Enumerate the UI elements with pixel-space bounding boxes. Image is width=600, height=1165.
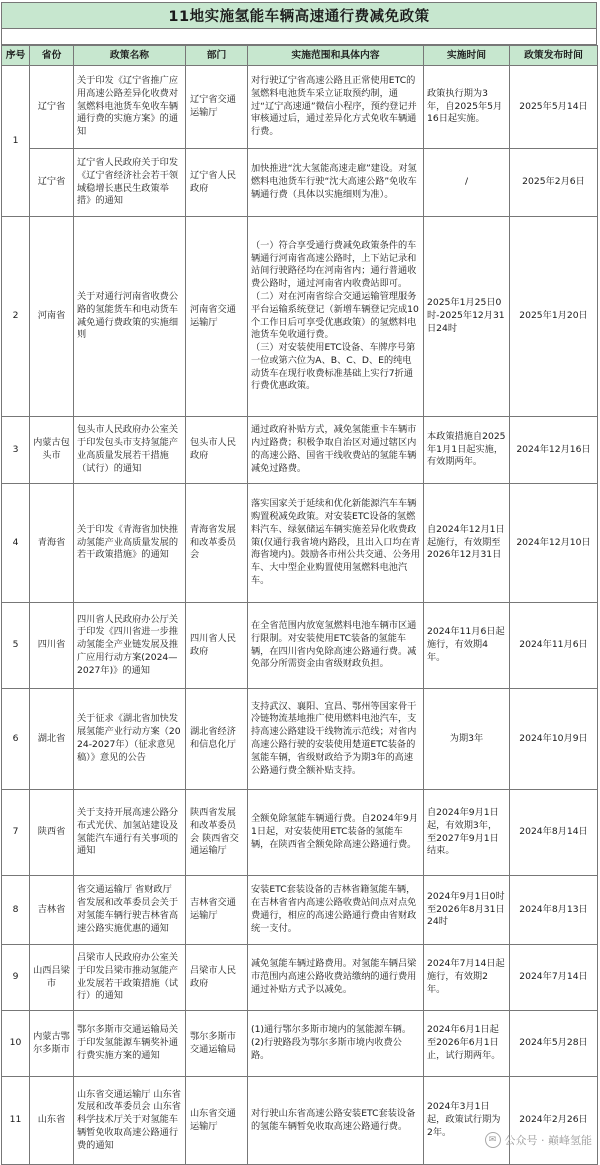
policy-name-cell: 关于对通行河南省收费公路的氢能货车和电动货车减免通行费政策的实施细则 xyxy=(74,217,186,417)
policy-table xyxy=(1,45,598,1165)
table-row xyxy=(2,790,598,876)
content-cell: 通过政府补贴方式，减免氢能重卡车辆市内过路费；积极争取自治区对通过辖区内的高速公路、国省干线收费站的氢能车辆减免过路费。 xyxy=(248,417,424,484)
department-cell: 湖北省经济和信息化厅 xyxy=(186,689,248,790)
department-cell: 包头市人民政府 xyxy=(186,417,248,484)
province-cell: 吉林省 xyxy=(30,876,74,945)
province-cell: 陕西省 xyxy=(30,790,74,876)
content-cell: 安装ETC套装设备的吉林省籍氢能车辆，在吉林省省内高速公路收费站间点对点免费通行，相应的高速公路通行费由省财政统一支付。 xyxy=(248,876,424,945)
publish-date-cell: 2024年12月10日 xyxy=(510,484,598,603)
implementation-time-cell: 自2024年9月1日起，有效期3年，至2027年9月1日结束。 xyxy=(424,790,510,876)
header-province: 省份 xyxy=(30,46,74,66)
content-cell: 在全省范围内放宽氢燃料电池车辆市区通行限制。对安装使用ETC装备的氢能车辆，在四川省内免除高速公路通行费。减免部分所需资金由省级财政负担。 xyxy=(248,603,424,689)
department-cell: 鄂尔多斯市交通运输局 xyxy=(186,1011,248,1077)
watermark-text: 公众号 · 巅峰氢能 xyxy=(504,1134,592,1147)
header-date: 政策发布时间 xyxy=(510,46,598,66)
publish-date-cell: 2024年2月26日 xyxy=(510,1077,598,1165)
wechat-icon: ✉ xyxy=(485,1132,501,1148)
implementation-time-cell: 本政策措施自2025年1月1日起实施，有效期两年。 xyxy=(424,417,510,484)
content-cell: 加快推进“沈大氢能高速走廊”建设。对氢燃料电池货车行驶“沈大高速公路”免收车辆通行费（具体以实施细则为准）。 xyxy=(248,149,424,217)
row-number: 10 xyxy=(2,1011,30,1077)
content-cell: 全额免除氢能车辆通行费。自2024年9月1日起，对安装使用ETC装备的氢能车辆，在陕西省全额免除高速公路通行费。 xyxy=(248,790,424,876)
publish-date-cell: 2024年7月14日 xyxy=(510,945,598,1011)
implementation-time-cell: / xyxy=(424,149,510,217)
department-cell: 吉林省交通运输厅 xyxy=(186,876,248,945)
province-cell: 河南省 xyxy=(30,217,74,417)
table-row xyxy=(2,417,598,484)
implementation-time-cell: 政策执行期为3年，自2025年5月16日起实施。 xyxy=(424,66,510,149)
content-cell: （一）符合享受通行费减免政策条件的车辆通行河南省高速公路时，上下站记录和站间行驶路径均在河南省内；通行普通收费公路时，通过河南省内收费站即可。 （二）对在河南省综合交通运输管理服务平台运输系统登记（新增车辆登记完成10个工作日后可享受优惠政策）的氢燃料电池货车免收通行费。 （三）对安装使用ETC设备、车牌序号第一位或第六位为A、B、C、D、E的纯电动货车在现行收费标准基础上实行7折通行费优惠政策。 xyxy=(248,217,424,417)
implementation-time-cell: 自2024年12月1日起施行，有效期至2026年12月31日 xyxy=(424,484,510,603)
implementation-time-cell: 2024年11月6日起施行，有效期4年。 xyxy=(424,603,510,689)
table-row xyxy=(2,689,598,790)
department-cell: 青海省发展和改革委员会 xyxy=(186,484,248,603)
department-cell: 辽宁省人民政府 xyxy=(186,149,248,217)
page-title: 11地实施氢能车辆高速通行费减免政策 xyxy=(1,2,597,29)
header-content: 实施范围和具体内容 xyxy=(248,46,424,66)
row-number: 9 xyxy=(2,945,30,1011)
department-cell: 陕西省发展和改革委员会 陕西省交通运输厅 xyxy=(186,790,248,876)
content-cell: 减免氢能车辆过路费用。对氢能车辆吕梁市范围内高速公路收费站缴纳的通行费用通过补贴方式予以减免。 xyxy=(248,945,424,1011)
row-number: 3 xyxy=(2,417,30,484)
table-row xyxy=(2,149,598,217)
header-dept: 部门 xyxy=(186,46,248,66)
row-number: 8 xyxy=(2,876,30,945)
publish-date-cell: 2024年8月14日 xyxy=(510,790,598,876)
province-cell: 青海省 xyxy=(30,484,74,603)
table-row xyxy=(2,66,598,149)
row-number: 7 xyxy=(2,790,30,876)
province-cell: 四川省 xyxy=(30,603,74,689)
implementation-time-cell: 2024年6月1日起至2026年6月1日止，试行期两年。 xyxy=(424,1011,510,1077)
row-number: 5 xyxy=(2,603,30,689)
row-number: 2 xyxy=(2,217,30,417)
policy-name-cell: 关于支持开展高速公路分布式光伏、加氢站建设及氢能汽车通行有关事项的通知 xyxy=(74,790,186,876)
implementation-time-cell: 2025年1月25日0时-2025年12月31日24时 xyxy=(424,217,510,417)
department-cell: 四川省人民政府 xyxy=(186,603,248,689)
publish-date-cell: 2024年12月16日 xyxy=(510,417,598,484)
row-number: 11 xyxy=(2,1077,30,1165)
province-cell: 辽宁省 xyxy=(30,149,74,217)
implementation-time-cell: 2024年3月1日起，政策试行期为2年。 xyxy=(424,1077,510,1165)
policy-name-cell: 山东省交通运输厅 山东省发展和改革委员会 山东省科学技术厅关于对氢能车辆暂免收取高速公路通行费的通知 xyxy=(74,1077,186,1165)
publish-date-cell: 2024年10月9日 xyxy=(510,689,598,790)
content-cell: 落实国家关于延续和优化新能源汽车车辆购置税减免政策。对安装ETC设备的氢燃料汽车、绿氨储运车辆实施差异化收费政策(仅通行我省境内路段，且出入口均在青海省境内)。鼓励各市州公共交通、公务用车、大中型企业购置使用氢燃料电池汽车。 xyxy=(248,484,424,603)
watermark xyxy=(485,1132,593,1148)
implementation-time-cell: 2024年9月1日0时至2026年8月31日24时 xyxy=(424,876,510,945)
department-cell: 吕梁市人民政府 xyxy=(186,945,248,1011)
department-cell: 河南省交通运输厅 xyxy=(186,217,248,417)
province-cell: 山西吕梁市 xyxy=(30,945,74,1011)
implementation-time-cell: 为期3年 xyxy=(424,689,510,790)
table-row xyxy=(2,217,598,417)
table-row xyxy=(2,1011,598,1077)
province-cell: 湖北省 xyxy=(30,689,74,790)
policy-name-cell: 吕梁市人民政府办公室关于印发吕梁市推动氢能产业发展若干政策措施（试行）的通知 xyxy=(74,945,186,1011)
policy-name-cell: 关于印发《青海省加快推动氢能产业高质量发展的若干政策措施》的通知 xyxy=(74,484,186,603)
publish-date-cell: 2024年8月13日 xyxy=(510,876,598,945)
department-cell: 山东省交通运输厅 xyxy=(186,1077,248,1165)
publish-date-cell: 2024年5月28日 xyxy=(510,1011,598,1077)
header-policy: 政策名称 xyxy=(74,46,186,66)
table-row xyxy=(2,876,598,945)
province-cell: 辽宁省 xyxy=(30,66,74,149)
content-cell: (1)通行鄂尔多斯市境内的氢能源车辆。 (2)行驶路段为鄂尔多斯市境内收费公路。 xyxy=(248,1011,424,1077)
policy-name-cell: 四川省人民政府办公厅关于印发《四川省进一步推动氢能全产业链发展及推广应用行动方案(2024—2027年)》的通知 xyxy=(74,603,186,689)
policy-name-cell: 鄂尔多斯市交通运输局关于印发氢能源车辆奖补通行费实施方案的通知 xyxy=(74,1011,186,1077)
publish-date-cell: 2025年1月20日 xyxy=(510,217,598,417)
row-number: 1 xyxy=(2,66,30,217)
policy-name-cell: 包头市人民政府办公室关于印发包头市支持氢能产业高质量发展若干措施（试行）的通知 xyxy=(74,417,186,484)
table-row xyxy=(2,945,598,1011)
spacer-row xyxy=(1,29,597,45)
row-number: 4 xyxy=(2,484,30,603)
row-number: 6 xyxy=(2,689,30,790)
header-no: 序号 xyxy=(2,46,30,66)
publish-date-cell: 2025年2月6日 xyxy=(510,149,598,217)
implementation-time-cell: 2024年7月14日起施行，有效期2年。 xyxy=(424,945,510,1011)
province-cell: 山东省 xyxy=(30,1077,74,1165)
header-row xyxy=(2,46,598,66)
province-cell: 内蒙古包头市 xyxy=(30,417,74,484)
content-cell: 支持武汉、襄阳、宜昌、鄂州等国家骨干冷链物流基地推广使用燃料电池汽车，支持高速公路建设干线物流示范线；对省内高速公路行驶的安装使用楚道ETC装备的氢能车辆，省级财政给予为期3年的高速公路通行费全额补贴支持。 xyxy=(248,689,424,790)
publish-date-cell: 2024年11月6日 xyxy=(510,603,598,689)
department-cell: 辽宁省交通运输厅 xyxy=(186,66,248,149)
table-row xyxy=(2,1077,598,1165)
table-row xyxy=(2,484,598,603)
table-row xyxy=(2,603,598,689)
policy-name-cell: 关于征求《湖北省加快发展氢能产业行动方案（2024-2027年）（征求意见稿）》意见的公告 xyxy=(74,689,186,790)
province-cell: 内蒙古鄂尔多斯市 xyxy=(30,1011,74,1077)
policy-name-cell: 关于印发《辽宁省推广应用高速公路差异化收费对氢燃料电池货车免收车辆通行费的实施方案》的通知 xyxy=(74,66,186,149)
policy-name-cell: 辽宁省人民政府关于印发《辽宁省经济社会若干领域稳增长惠民生政策举措》的通知 xyxy=(74,149,186,217)
content-cell: 对行驶辽宁省高速公路且正常使用ETC的氢燃料电池货车采立证取预约制，通过“辽宁高速通”微信小程序，预约登记并审核通过后，通过差异化方式免收车辆通行费。 xyxy=(248,66,424,149)
policy-name-cell: 省交通运输厅 省财政厅 省发展和改革委员会关于对氢能车辆行驶吉林省高速公路实施优惠的通知 xyxy=(74,876,186,945)
publish-date-cell: 2025年5月14日 xyxy=(510,66,598,149)
content-cell: 对行驶山东省高速公路安装ETC套装设备的氢能车辆暂免收取高速公路通行费。 xyxy=(248,1077,424,1165)
header-time: 实施时间 xyxy=(424,46,510,66)
